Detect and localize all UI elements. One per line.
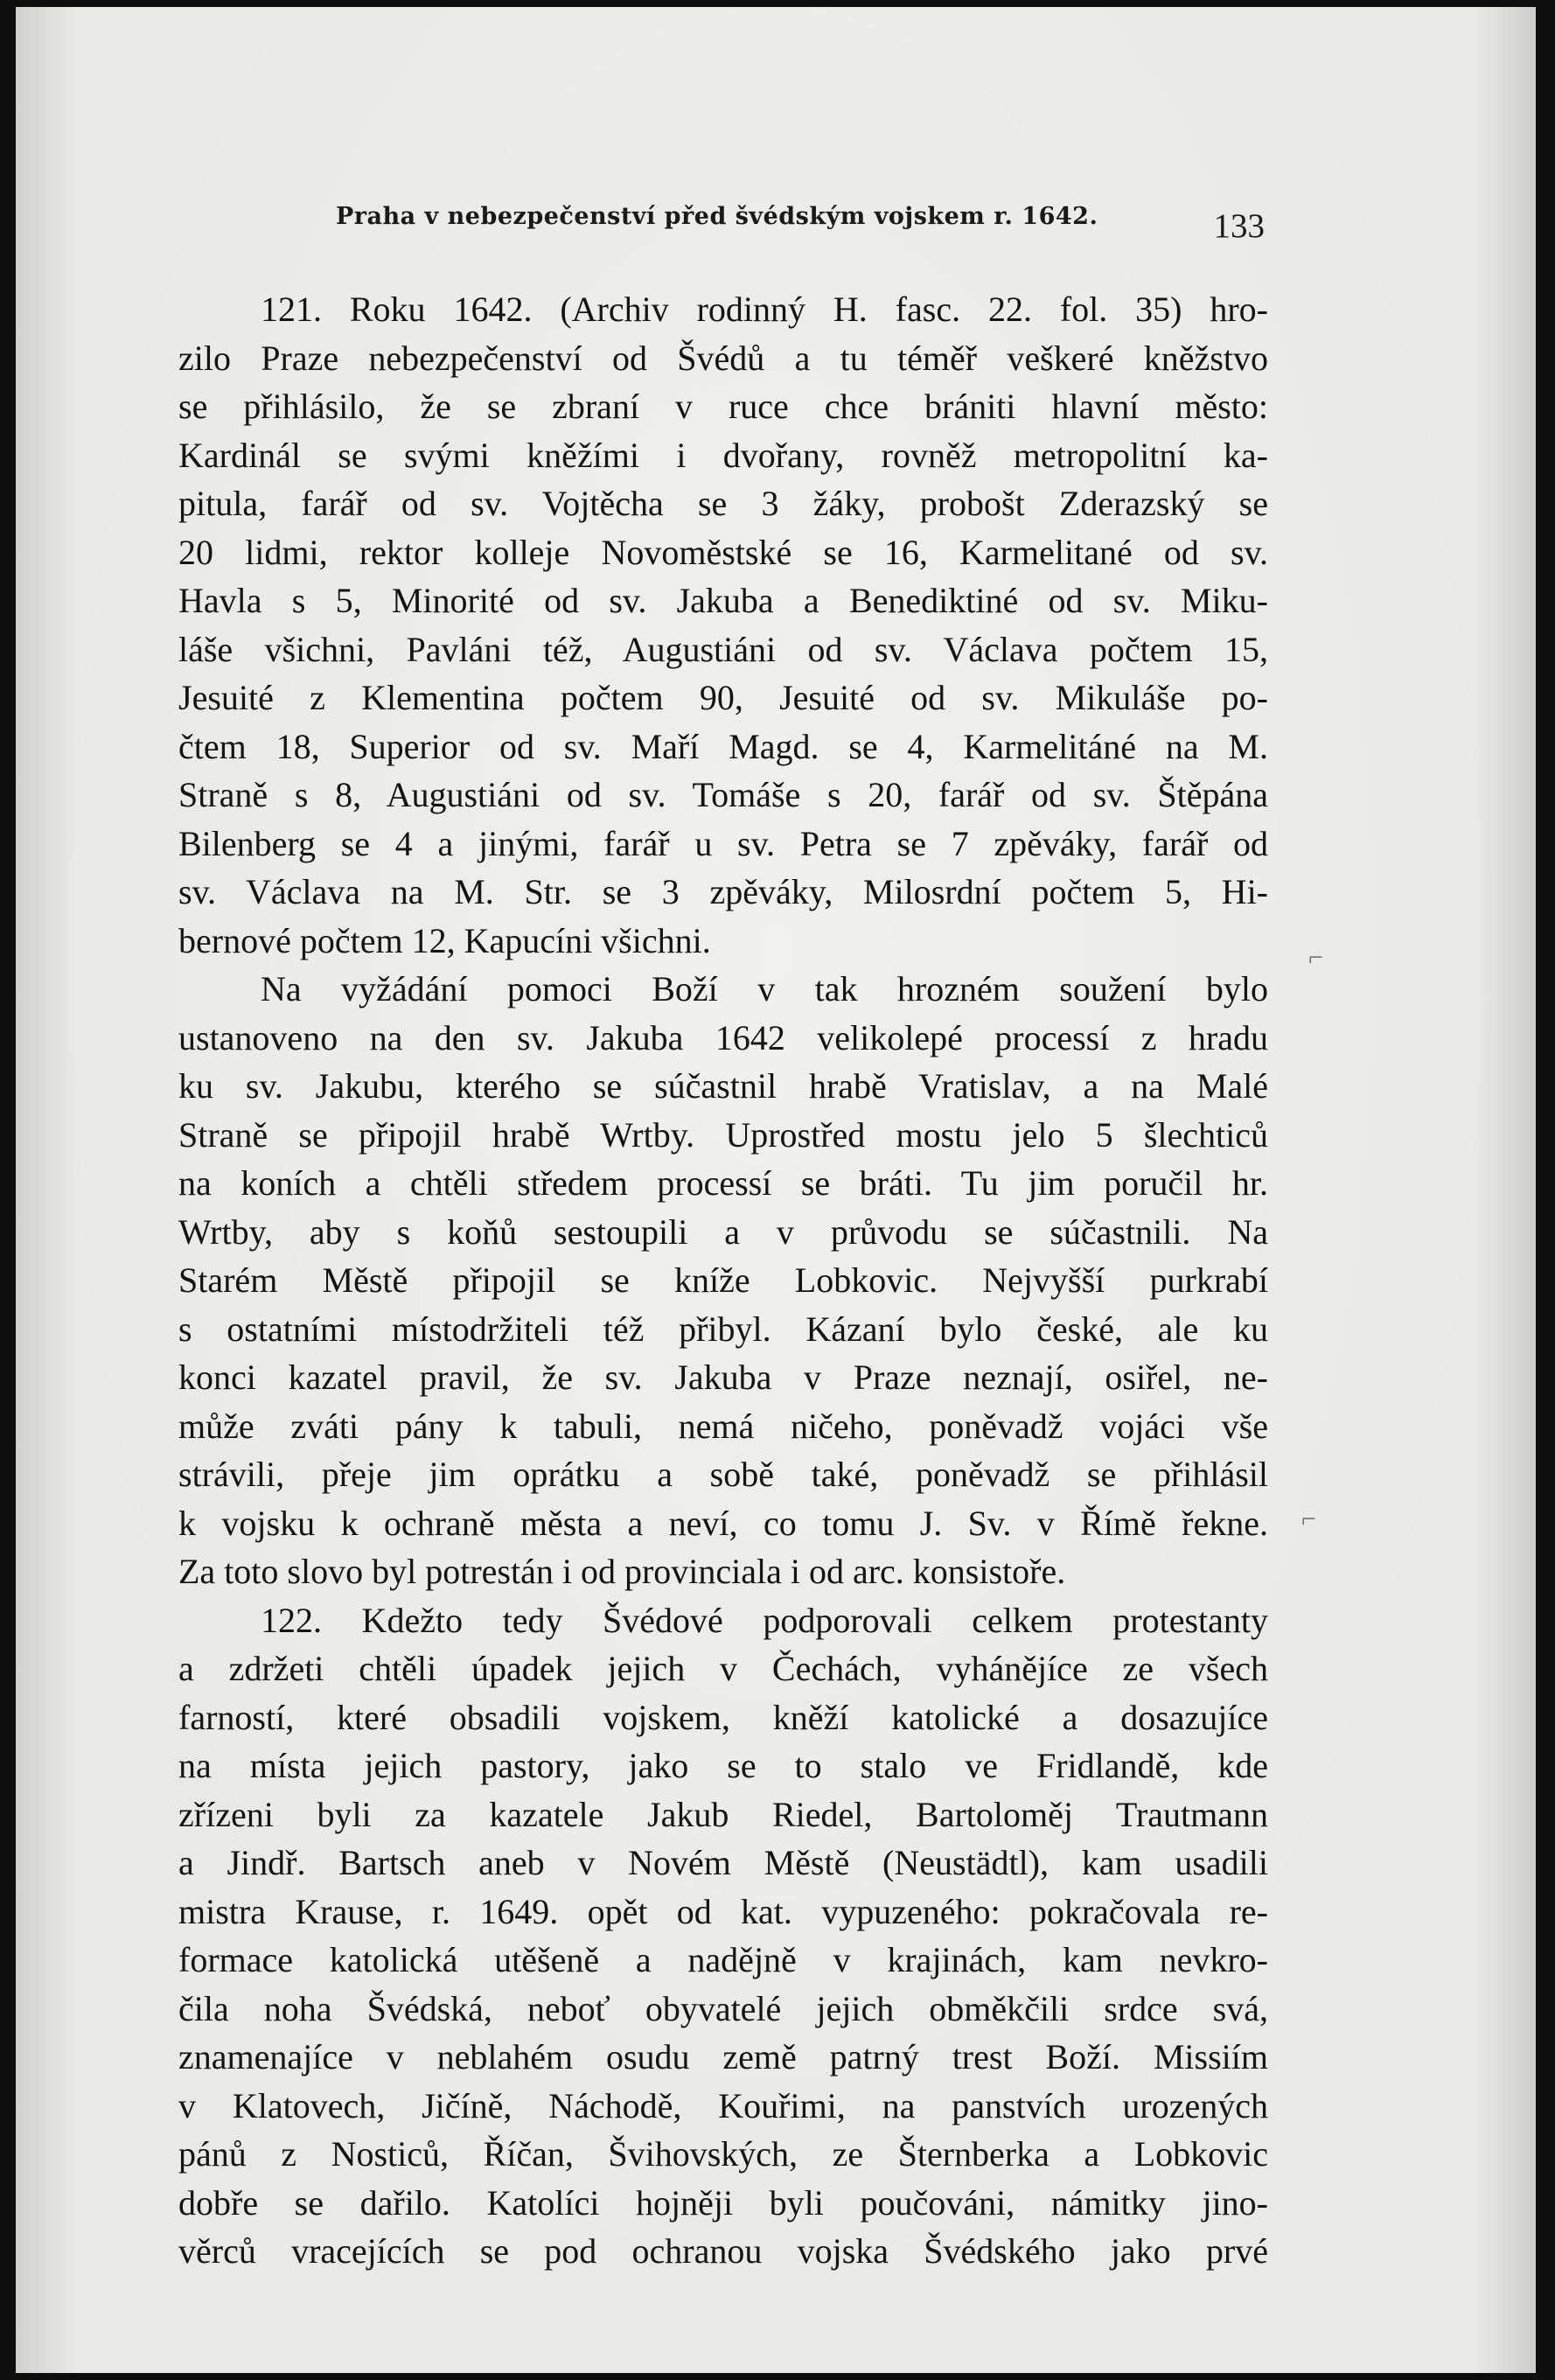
text-line: láše všichni, Pavláni též, Augustiáni od sv. Václava počtem 15, <box>178 630 1268 669</box>
text-line: čila noha Švédská, neboť obyvatelé jejich obměkčili srdce svá, <box>178 1989 1268 2028</box>
text-line: sv. Václava na M. Str. se 3 zpěváky, Milosrdní počtem 5, Hi- <box>178 872 1268 911</box>
text-line: farností, které obsadili vojskem, kněží katolické a dosazujíce <box>178 1698 1268 1737</box>
text-line: pitula, farář od sv. Vojtěcha se 3 žáky, probošt Zderazský se <box>178 484 1268 523</box>
text-line: strávili, přeje jim oprátku a sobě také, poněvadž se přihlásil <box>178 1455 1268 1494</box>
margin-pencil-mark: ⌐ <box>1301 1504 1316 1533</box>
text-line: na koních a chtěli středem processí se bráti. Tu jim poručil hr. <box>178 1163 1268 1203</box>
text-line: ustanoveno na den sv. Jakuba 1642 velikolepé processí z hradu <box>178 1018 1268 1057</box>
text-line: Havla s 5, Minorité od sv. Jakuba a Benediktiné od sv. Miku- <box>178 581 1268 620</box>
text-line: a Jindř. Bartsch aneb v Novém Městě (Neustädtl), kam usadili <box>178 1843 1268 1882</box>
text-line: na místa jejich pastory, jako se to stalo ve Fridlandě, kde <box>178 1746 1268 1785</box>
text-line: mistra Krause, r. 1649. opět od kat. vypuzeného: pokračovala re- <box>178 1892 1268 1931</box>
text-line: Bilenberg se 4 a jinými, farář u sv. Petra se 7 zpěváky, farář od <box>178 824 1268 863</box>
text-line: čtem 18, Superior od sv. Maří Magd. se 4, Karmelitáné na M. <box>178 727 1268 766</box>
text-line: bernové počtem 12, Kapucíni všichni. <box>178 921 711 960</box>
text-line: Jesuité z Klementina počtem 90, Jesuité od sv. Mikuláše po- <box>178 678 1268 717</box>
margin-pencil-mark: ⌐ <box>1308 943 1323 972</box>
text-line: zilo Praze nebezpečenství od Švédů a tu téměř veškeré kněžstvo <box>178 339 1268 378</box>
text-line: 20 lidmi, rektor kolleje Novoměstské se 16, Karmelitané od sv. <box>178 533 1268 572</box>
text-line: 121. Roku 1642. (Archiv rodinný H. fasc. 22. fol. 35) hro- <box>261 290 1268 329</box>
running-title: Praha v nebezpečenství před švédským vojskem r. 1642. <box>336 203 1098 230</box>
text-line: se přihlásilo, že se zbraní v ruce chce brániti hlavní město: <box>178 387 1268 426</box>
text-line: věrců vracejících se pod ochranou vojska Švédského jako prvé <box>178 2231 1268 2271</box>
text-line: může zváti pány k tabuli, nemá ničeho, poněvadž vojáci vše <box>178 1406 1268 1446</box>
text-line: dobře se dařilo. Katolíci hojněji byli poučováni, námitky jino- <box>178 2183 1268 2223</box>
text-line: Wrtby, aby s koňů sestoupili a v průvodu se súčastnili. Na <box>178 1212 1268 1252</box>
text-line: zřízeni byli za kazatele Jakub Riedel, Bartoloměj Trautmann <box>178 1795 1268 1834</box>
text-line: Za toto slovo byl potrestán i od provinciala i od arc. konsistoře. <box>178 1552 1066 1591</box>
text-line: k vojsku k ochraně města a neví, co tomu J. Sv. v Římě řekne. <box>178 1504 1268 1543</box>
text-line: znamenajíce v neblahém osudu země patrný trest Boží. Missiím <box>178 2037 1268 2076</box>
text-line: konci kazatel pravil, že sv. Jakuba v Praze neznají, osiřel, ne- <box>178 1358 1268 1397</box>
page-number: 133 <box>1213 207 1265 245</box>
text-line: ku sv. Jakubu, kterého se súčastnil hrabě Vratislav, a na Malé <box>178 1066 1268 1106</box>
text-line: Starém Městě připojil se kníže Lobkovic. Nejvyšší purkrabí <box>178 1260 1268 1300</box>
text-line: 122. Kdežto tedy Švédové podporovali celkem protestanty <box>261 1601 1268 1640</box>
text-line: Kardinál se svými kněžími i dvořany, rovněž metropolitní ka- <box>178 436 1268 475</box>
text-line: Straně se připojil hrabě Wrtby. Uprostřed mostu jelo 5 šlechticů <box>178 1115 1268 1155</box>
text-line: s ostatními místodržiteli též přibyl. Kázaní bylo české, ale ku <box>178 1309 1268 1349</box>
text-line: Straně s 8, Augustiáni od sv. Tomáše s 20, farář od sv. Štěpána <box>178 775 1268 814</box>
book-page <box>16 7 1536 2373</box>
text-line: pánů z Nosticů, Říčan, Švihovských, ze Šternberka a Lobkovic <box>178 2134 1268 2174</box>
text-line: v Klatovech, Jičíně, Náchodě, Kouřimi, na panstvích urozených <box>178 2086 1268 2125</box>
text-line: a zdržeti chtěli úpadek jejich v Čechách, vyhánějíce ze všech <box>178 1649 1268 1688</box>
text-line: formace katolická utěšeně a nadějně v krajinách, kam nevkro- <box>178 1940 1268 1979</box>
text-line: Na vyžádání pomoci Boží v tak hrozném soužení bylo <box>261 969 1268 1009</box>
